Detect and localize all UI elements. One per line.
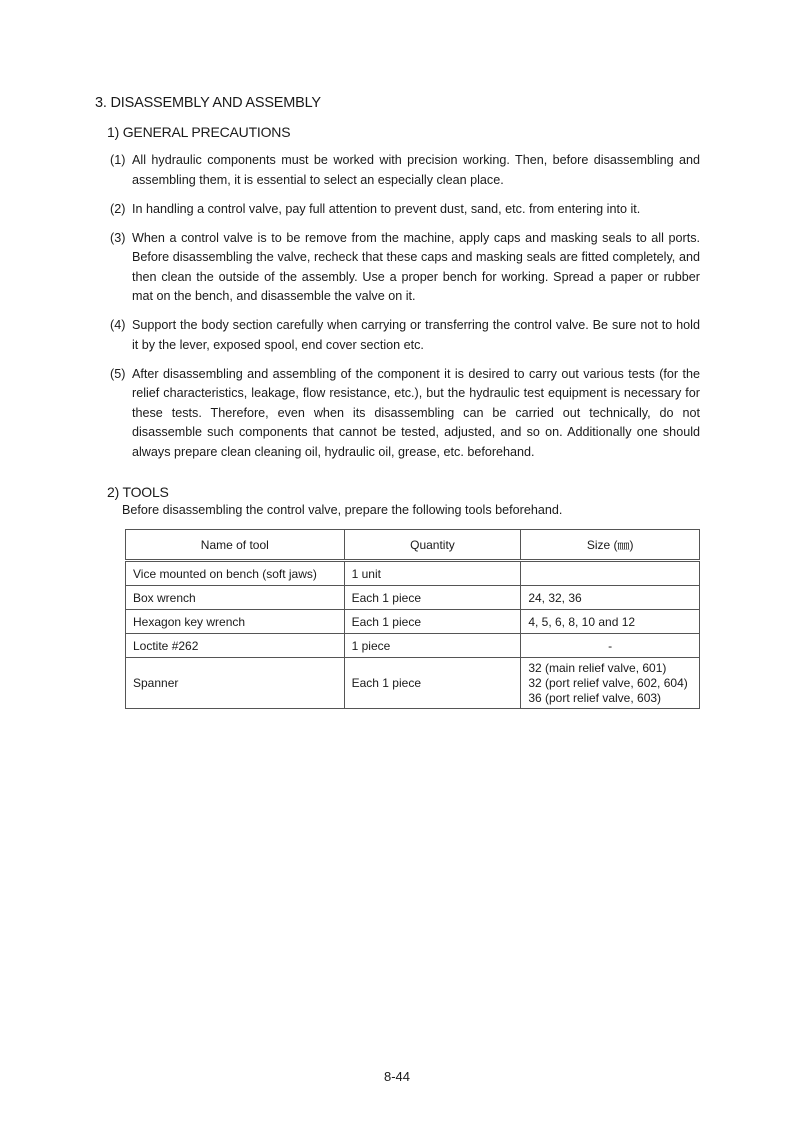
precaution-item [110, 316, 700, 355]
tool-name-cell: Hexagon key wrench [126, 610, 345, 634]
column-header-size: Size (㎜) [521, 530, 700, 561]
tool-quantity-cell: Each 1 piece [344, 586, 521, 610]
table-row [126, 586, 700, 610]
precaution-text: Support the body section carefully when carrying or transferring the control valve. Be sure not to hold it by the lever, exposed spool, end cover section etc. [132, 318, 700, 352]
tool-quantity-cell: 1 unit [344, 561, 521, 586]
tool-name-cell: Spanner [126, 658, 345, 709]
precaution-text: When a control valve is to be remove from the machine, apply caps and masking seals to all ports. Before disassembling the valve, recheck that these caps and masking seals are fitted completely, and then clean the outside of the assembly. Use a proper bench for working. Spread a paper or rubber mat on the bench, and disassemble the valve on it. [132, 230, 700, 303]
precaution-item [110, 200, 700, 220]
tool-size-cell: 4, 5, 6, 8, 10 and 12 [521, 610, 700, 634]
tools-intro: Before disassembling the control valve, prepare the following tools beforehand. [122, 503, 563, 517]
precaution-number: (4) [110, 318, 126, 332]
precaution-number: (2) [110, 201, 126, 216]
tool-size-cell [521, 561, 700, 586]
tool-size-cell: - [521, 634, 700, 658]
tool-quantity-cell: 1 piece [344, 634, 521, 658]
precautions-list [110, 151, 700, 472]
precaution-item [110, 365, 700, 463]
tools-table [125, 529, 700, 709]
tool-size-line: 36 (port relief valve, 603) [528, 690, 662, 705]
precaution-item [110, 151, 700, 190]
precaution-item [110, 229, 700, 307]
table-header-row [126, 530, 700, 561]
tool-quantity-cell: Each 1 piece [344, 658, 521, 709]
precaution-text: After disassembling and assembling of the component it is desired to carry out various tests (for the relief characteristics, leakage, flow resistance, etc.), but the hydraulic test equipment is necessary for these tests. Therefore, even when its disassembling can be carried out technically, do not disassemble such components that cannot be tested, adjusted, and so on. Additionally one should always prepare clean cleaning oil, hydraulic oil, grease, etc. beforehand. [132, 366, 700, 459]
precaution-number: (1) [110, 153, 126, 167]
table-row [126, 610, 700, 634]
tool-name-cell: Box wrench [126, 586, 345, 610]
tool-size-line: 32 (port relief valve, 602, 604) [528, 675, 688, 690]
tool-size-cell: 24, 32, 36 [521, 586, 700, 610]
column-header-quantity: Quantity [344, 530, 521, 561]
section-title: 3. DISASSEMBLY AND ASSEMBLY [95, 95, 321, 111]
tool-quantity-cell: Each 1 piece [344, 610, 521, 634]
general-precautions-heading: 1) GENERAL PRECAUTIONS [107, 124, 291, 140]
table-row [126, 658, 700, 709]
precaution-text: All hydraulic components must be worked with precision working. Then, before disassembling and assembling them, it is essential to select an especially clean place. [132, 153, 700, 187]
table-row [126, 634, 700, 658]
tool-name-cell: Vice mounted on bench (soft jaws) [126, 561, 345, 586]
page-number: 8-44 [383, 1069, 411, 1084]
tool-name-cell: Loctite #262 [126, 634, 345, 658]
tool-size-cell [521, 658, 700, 709]
precaution-number: (3) [110, 230, 126, 245]
tool-size-line: 32 (main relief valve, 601) [528, 660, 667, 675]
precaution-text: In handling a control valve, pay full attention to prevent dust, sand, etc. from entering into it. [132, 201, 641, 216]
precaution-number: (5) [110, 366, 126, 381]
tools-heading: 2) TOOLS [107, 484, 169, 500]
table-row [126, 561, 700, 586]
column-header-name: Name of tool [126, 530, 345, 561]
